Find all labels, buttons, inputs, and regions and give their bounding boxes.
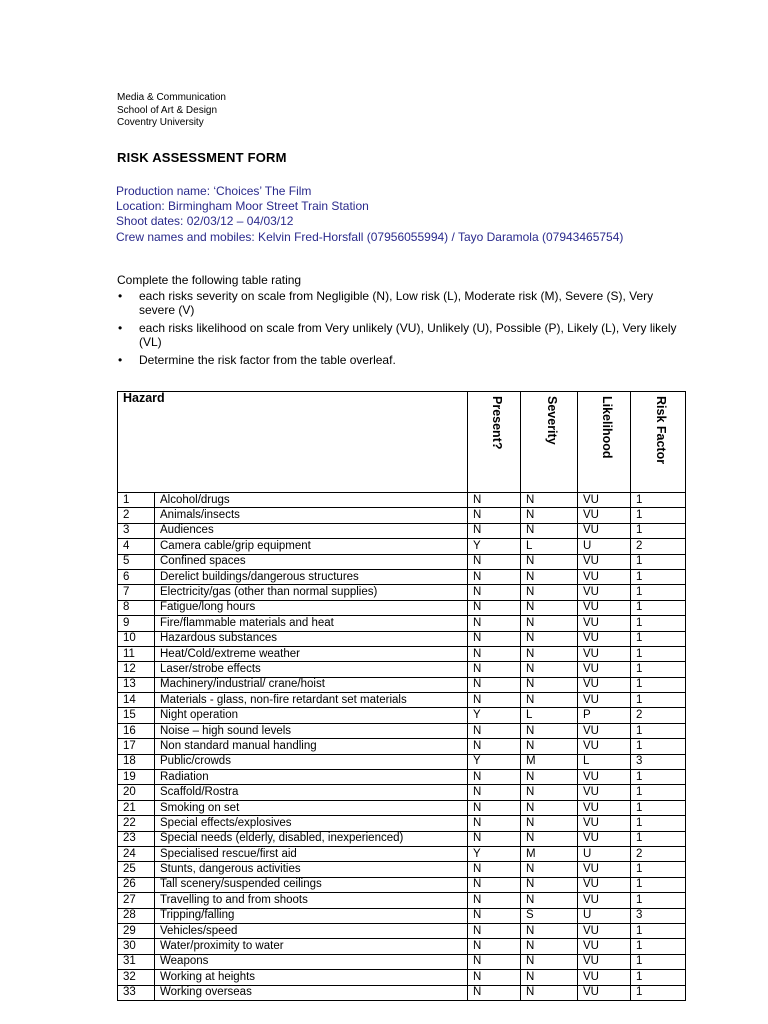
risk-factor-value: 1 — [631, 739, 686, 754]
present-value: N — [468, 893, 521, 908]
present-value: N — [468, 569, 521, 584]
table-row — [118, 493, 686, 508]
present-value: N — [468, 770, 521, 785]
severity-value: N — [521, 616, 578, 631]
table-row — [118, 739, 686, 754]
hazard-name: Camera cable/grip equipment — [155, 539, 468, 554]
risk-factor-value: 1 — [631, 631, 686, 646]
hazard-name: Hazardous substances — [155, 631, 468, 646]
table-row — [118, 785, 686, 800]
table-row — [118, 846, 686, 861]
row-number: 1 — [118, 493, 155, 508]
severity-value: S — [521, 908, 578, 923]
hazard-name: Confined spaces — [155, 554, 468, 569]
severity-value: M — [521, 754, 578, 769]
severity-value: N — [521, 816, 578, 831]
likelihood-value: VU — [578, 662, 631, 677]
risk-table — [117, 391, 686, 1001]
severity-value: M — [521, 846, 578, 861]
row-number: 14 — [118, 693, 155, 708]
risk-factor-value: 1 — [631, 493, 686, 508]
risk-factor-value: 3 — [631, 908, 686, 923]
row-number: 32 — [118, 970, 155, 985]
present-value: N — [468, 631, 521, 646]
risk-factor-value: 1 — [631, 770, 686, 785]
likelihood-value: VU — [578, 939, 631, 954]
severity-value: N — [521, 646, 578, 661]
hazard-name: Tripping/falling — [155, 908, 468, 923]
row-number: 31 — [118, 954, 155, 969]
row-number: 9 — [118, 616, 155, 631]
severity-value: N — [521, 631, 578, 646]
risk-factor-value: 1 — [631, 508, 686, 523]
severity-value: N — [521, 939, 578, 954]
table-row — [118, 893, 686, 908]
likelihood-value: VU — [578, 816, 631, 831]
hazard-name: Audiences — [155, 523, 468, 538]
table-row — [118, 754, 686, 769]
hazard-name: Night operation — [155, 708, 468, 723]
present-value: N — [468, 970, 521, 985]
severity-value: N — [521, 677, 578, 692]
school-line: School of Art & Design — [117, 104, 218, 116]
row-number: 4 — [118, 539, 155, 554]
hazard-name: Travelling to and from shoots — [155, 893, 468, 908]
table-row — [118, 723, 686, 738]
severity-value: N — [521, 770, 578, 785]
risk-factor-value: 2 — [631, 846, 686, 861]
table-row — [118, 677, 686, 692]
risk-factor-value: 3 — [631, 754, 686, 769]
risk-factor-value: 1 — [631, 585, 686, 600]
risk-factor-value: 1 — [631, 985, 686, 1000]
risk-factor-value: 1 — [631, 954, 686, 969]
hazard-name: Materials - glass, non-fire retardant set materials — [155, 693, 468, 708]
likelihood-header: Likelihood — [578, 392, 631, 493]
hazard-name: Stunts, dangerous activities — [155, 862, 468, 877]
likelihood-value: L — [578, 754, 631, 769]
present-value: N — [468, 785, 521, 800]
likelihood-value: VU — [578, 677, 631, 692]
present-value: N — [468, 693, 521, 708]
row-number: 6 — [118, 569, 155, 584]
present-value: Y — [468, 708, 521, 723]
severity-value: L — [521, 708, 578, 723]
severity-value: N — [521, 508, 578, 523]
instructions-list — [117, 289, 677, 368]
risk-factor-value: 1 — [631, 923, 686, 938]
risk-factor-value: 1 — [631, 723, 686, 738]
severity-value: N — [521, 954, 578, 969]
present-value: Y — [468, 539, 521, 554]
severity-value: N — [521, 523, 578, 538]
table-row — [118, 923, 686, 938]
likelihood-value: U — [578, 908, 631, 923]
risk-factor-value: 1 — [631, 862, 686, 877]
row-number: 16 — [118, 723, 155, 738]
likelihood-value: VU — [578, 569, 631, 584]
likelihood-value: P — [578, 708, 631, 723]
risk-factor-value: 1 — [631, 816, 686, 831]
table-row — [118, 569, 686, 584]
risk-factor-value: 1 — [631, 877, 686, 892]
likelihood-value: VU — [578, 631, 631, 646]
present-value: Y — [468, 754, 521, 769]
table-row — [118, 539, 686, 554]
row-number: 18 — [118, 754, 155, 769]
table-row — [118, 970, 686, 985]
likelihood-value: U — [578, 539, 631, 554]
severity-value: N — [521, 985, 578, 1000]
severity-value: N — [521, 785, 578, 800]
crew-contacts: Crew names and mobiles: Kelvin Fred-Horsfall (07956055994) / Tayo Daramola (07943465754) — [116, 229, 624, 244]
severity-header: Severity — [521, 392, 578, 493]
hazard-name: Scaffold/Rostra — [155, 785, 468, 800]
instructions-intro: Complete the following table rating — [117, 273, 302, 287]
severity-value: N — [521, 569, 578, 584]
present-value: N — [468, 723, 521, 738]
severity-value: N — [521, 831, 578, 846]
table-row — [118, 508, 686, 523]
row-number: 25 — [118, 862, 155, 877]
hazard-name: Public/crowds — [155, 754, 468, 769]
risk-factor-value: 1 — [631, 523, 686, 538]
row-number: 3 — [118, 523, 155, 538]
instructions — [117, 273, 677, 370]
severity-value: N — [521, 554, 578, 569]
hazard-name: Weapons — [155, 954, 468, 969]
likelihood-value: VU — [578, 508, 631, 523]
row-number: 21 — [118, 800, 155, 815]
hazard-name: Water/proximity to water — [155, 939, 468, 954]
risk-factor-value: 1 — [631, 616, 686, 631]
present-value: N — [468, 677, 521, 692]
row-number: 2 — [118, 508, 155, 523]
present-value: N — [468, 739, 521, 754]
table-header-row — [118, 392, 686, 493]
likelihood-value: VU — [578, 600, 631, 615]
likelihood-value: VU — [578, 523, 631, 538]
severity-value: N — [521, 970, 578, 985]
likelihood-value: VU — [578, 493, 631, 508]
present-value: N — [468, 800, 521, 815]
row-number: 8 — [118, 600, 155, 615]
hazard-name: Fatigue/long hours — [155, 600, 468, 615]
row-number: 29 — [118, 923, 155, 938]
table-row — [118, 908, 686, 923]
table-row — [118, 646, 686, 661]
row-number: 7 — [118, 585, 155, 600]
severity-value: N — [521, 662, 578, 677]
risk-factor-value: 1 — [631, 600, 686, 615]
present-value: N — [468, 554, 521, 569]
risk-factor-value: 1 — [631, 785, 686, 800]
risk-factor-value: 1 — [631, 939, 686, 954]
table-row — [118, 616, 686, 631]
severity-value: N — [521, 600, 578, 615]
likelihood-value: VU — [578, 646, 631, 661]
present-value: N — [468, 862, 521, 877]
likelihood-value: U — [578, 846, 631, 861]
present-value: N — [468, 923, 521, 938]
hazard-name: Vehicles/speed — [155, 923, 468, 938]
instruction-bullet: • Determine the risk factor from the table overleaf. — [117, 353, 677, 368]
table-row — [118, 631, 686, 646]
department-line: Media & Communication — [117, 92, 226, 103]
production-name: Production name: ‘Choices’ The Film — [116, 184, 312, 198]
row-number: 17 — [118, 739, 155, 754]
hazard-name: Non standard manual handling — [155, 739, 468, 754]
hazard-header: Hazard — [118, 392, 468, 493]
table-row — [118, 693, 686, 708]
hazard-name: Heat/Cold/extreme weather — [155, 646, 468, 661]
instruction-bullet: • each risks severity on scale from Negligible (N), Low risk (L), Moderate risk (M), Severe (S), Very severe (V) — [117, 289, 677, 318]
table-row — [118, 800, 686, 815]
likelihood-value: VU — [578, 970, 631, 985]
risk-factor-value: 1 — [631, 554, 686, 569]
table-row — [118, 770, 686, 785]
row-number: 26 — [118, 877, 155, 892]
likelihood-value: VU — [578, 616, 631, 631]
present-value: N — [468, 662, 521, 677]
severity-value: N — [521, 923, 578, 938]
row-number: 10 — [118, 631, 155, 646]
table-row — [118, 554, 686, 569]
hazard-name: Alcohol/drugs — [155, 493, 468, 508]
risk-factor-value: 1 — [631, 662, 686, 677]
production-location: Location: Birmingham Moor Street Train Station — [116, 199, 369, 214]
row-number: 33 — [118, 985, 155, 1000]
table-row — [118, 662, 686, 677]
row-number: 19 — [118, 770, 155, 785]
risk-factor-value: 1 — [631, 800, 686, 815]
hazard-name: Machinery/industrial/ crane/hoist — [155, 677, 468, 692]
row-number: 28 — [118, 908, 155, 923]
table-row — [118, 600, 686, 615]
university-line: Coventry University — [117, 117, 204, 128]
likelihood-value: VU — [578, 800, 631, 815]
present-value: N — [468, 877, 521, 892]
row-number: 20 — [118, 785, 155, 800]
hazard-name: Animals/insects — [155, 508, 468, 523]
present-value: N — [468, 939, 521, 954]
likelihood-value: VU — [578, 985, 631, 1000]
likelihood-value: VU — [578, 893, 631, 908]
production-details — [116, 184, 676, 245]
row-number: 12 — [118, 662, 155, 677]
risk-factor-value: 1 — [631, 693, 686, 708]
row-number: 27 — [118, 893, 155, 908]
table-row — [118, 831, 686, 846]
present-value: N — [468, 508, 521, 523]
likelihood-value: VU — [578, 923, 631, 938]
severity-value: N — [521, 893, 578, 908]
table-row — [118, 877, 686, 892]
present-value: Y — [468, 846, 521, 861]
risk-factor-value: 2 — [631, 539, 686, 554]
hazard-name: Smoking on set — [155, 800, 468, 815]
severity-value: N — [521, 862, 578, 877]
table-row — [118, 708, 686, 723]
table-row — [118, 939, 686, 954]
likelihood-value: VU — [578, 785, 631, 800]
risk-factor-value: 1 — [631, 569, 686, 584]
present-value: N — [468, 816, 521, 831]
present-value: N — [468, 585, 521, 600]
row-number: 30 — [118, 939, 155, 954]
table-row — [118, 862, 686, 877]
present-value: N — [468, 616, 521, 631]
severity-value: N — [521, 723, 578, 738]
severity-value: N — [521, 877, 578, 892]
row-number: 24 — [118, 846, 155, 861]
instruction-bullet: • each risks likelihood on scale from Very unlikely (VU), Unlikely (U), Possible (P), Likely (L), Very likely (VL) — [117, 321, 677, 350]
present-value: N — [468, 985, 521, 1000]
severity-value: N — [521, 493, 578, 508]
present-value: N — [468, 954, 521, 969]
likelihood-value: VU — [578, 770, 631, 785]
likelihood-value: VU — [578, 862, 631, 877]
severity-value: N — [521, 739, 578, 754]
risk-table-body — [118, 493, 686, 1001]
table-row — [118, 954, 686, 969]
risk-factor-value: 2 — [631, 708, 686, 723]
hazard-name: Derelict buildings/dangerous structures — [155, 569, 468, 584]
row-number: 13 — [118, 677, 155, 692]
likelihood-value: VU — [578, 723, 631, 738]
risk-factor-header: Risk Factor — [631, 392, 686, 493]
risk-factor-value: 1 — [631, 893, 686, 908]
hazard-name: Working overseas — [155, 985, 468, 1000]
present-value: N — [468, 831, 521, 846]
present-value: N — [468, 523, 521, 538]
hazard-name: Noise – high sound levels — [155, 723, 468, 738]
likelihood-value: VU — [578, 954, 631, 969]
present-value: N — [468, 908, 521, 923]
hazard-name: Tall scenery/suspended ceilings — [155, 877, 468, 892]
risk-factor-value: 1 — [631, 970, 686, 985]
row-number: 11 — [118, 646, 155, 661]
table-row — [118, 816, 686, 831]
risk-factor-value: 1 — [631, 831, 686, 846]
risk-factor-value: 1 — [631, 646, 686, 661]
risk-factor-value: 1 — [631, 677, 686, 692]
severity-value: N — [521, 800, 578, 815]
severity-value: N — [521, 693, 578, 708]
row-number: 23 — [118, 831, 155, 846]
likelihood-value: VU — [578, 739, 631, 754]
form-title: RISK ASSESSMENT FORM — [117, 150, 287, 165]
hazard-name: Fire/flammable materials and heat — [155, 616, 468, 631]
hazard-name: Special effects/explosives — [155, 816, 468, 831]
severity-value: L — [521, 539, 578, 554]
hazard-name: Electricity/gas (other than normal supplies) — [155, 585, 468, 600]
row-number: 15 — [118, 708, 155, 723]
present-value: N — [468, 493, 521, 508]
hazard-name: Radiation — [155, 770, 468, 785]
likelihood-value: VU — [578, 554, 631, 569]
hazard-name: Laser/strobe effects — [155, 662, 468, 677]
present-value: N — [468, 600, 521, 615]
row-number: 5 — [118, 554, 155, 569]
institution-header — [117, 92, 226, 130]
row-number: 22 — [118, 816, 155, 831]
likelihood-value: VU — [578, 831, 631, 846]
shoot-dates: Shoot dates: 02/03/12 – 04/03/12 — [116, 214, 294, 229]
present-header: Present? — [468, 392, 521, 493]
hazard-name: Special needs (elderly, disabled, inexperienced) — [155, 831, 468, 846]
likelihood-value: VU — [578, 877, 631, 892]
severity-value: N — [521, 585, 578, 600]
present-value: N — [468, 646, 521, 661]
hazard-name: Specialised rescue/first aid — [155, 846, 468, 861]
likelihood-value: VU — [578, 693, 631, 708]
table-row — [118, 523, 686, 538]
table-row — [118, 985, 686, 1000]
table-row — [118, 585, 686, 600]
likelihood-value: VU — [578, 585, 631, 600]
hazard-name: Working at heights — [155, 970, 468, 985]
